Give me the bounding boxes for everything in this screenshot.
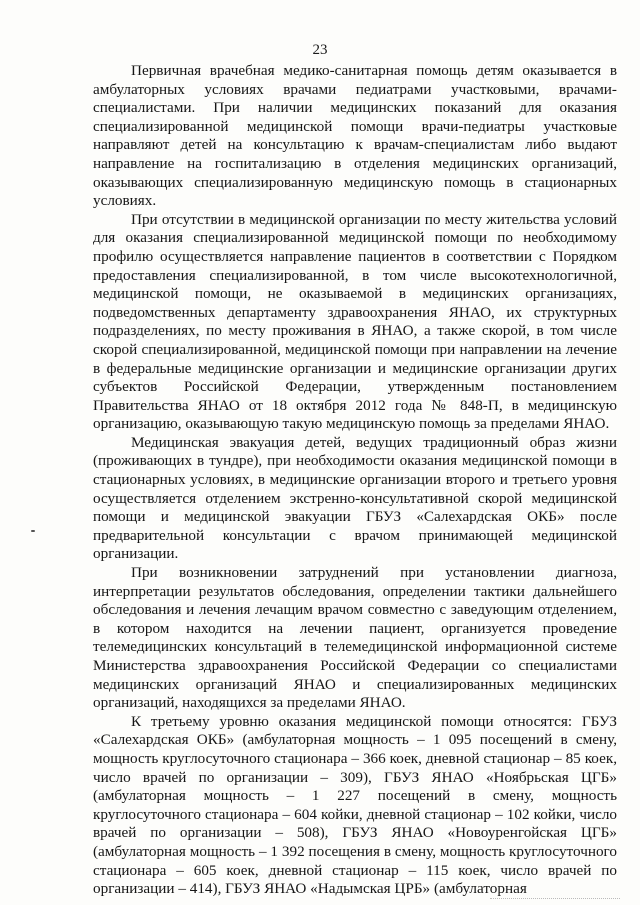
scan-edge-specks	[490, 898, 620, 901]
paragraph-referral-procedure: При отсутствии в медицинской организации по месту жительства условий для оказания специализированной медицинской помощи по необходимому профилю осуществляется направление пациентов в соответствии с Порядком предоставления специализированной, в том числе высокотехнологичной, медицинской помощи, не оказываемой в медицинских организациях, подведомственных департаменту здравоохранения ЯНАО, их структурных подразделениях, по месту проживания в ЯНАО, а также скорой, в том числе скорой специализированной, медицинской помощи при направлении на лечение в федеральные медицинские организации и медицинские организации других субъектов Российской Федерации, утвержденным постановлением Правительства ЯНАО от 18 октября 2012 года № 848-П, в медицинскую организацию, оказывающую такую медицинскую помощь за пределами ЯНАО.	[93, 210, 617, 433]
paragraph-telemedicine: При возникновении затруднений при установлении диагноза, интерпретации результатов обследования, определении тактики дальнейшего обследования и лечения лечащим врачом совместно с заведующим отделением, в котором находится на лечении пациент, организуется проведение телемедицинских консультаций в телемедицинской информационной системе Министерства здравоохранения Российской Федерации со специалистами медицинских организаций ЯНАО и специализированных медицинских организаций, находящихся за пределами ЯНАО.	[93, 564, 617, 712]
paragraph-medical-evacuation: Медицинская эвакуация детей, ведущих традиционный образ жизни (проживающих в тундре), при необходимости оказания медицинской помощи в стационарных условиях, в медицинские организации второго и третьего уровня осуществляется отделением экстренно-консультативной скорой медицинской помощи и медицинской эвакуации ГБУЗ «Салехардская ОКБ» после предварительной консультации с врачом принимающей медицинской организации.	[93, 433, 617, 563]
paragraph-primary-care: Первичная врачебная медико-санитарная помощь детям оказывается в амбулаторных условиях врачами педиатрами участковыми, врачами-специалистами. При наличии медицинских показаний для оказания специализированной медицинской помощи врачи-педиатры участковые направляют детей на консультацию к врачам-специалистам либо выдают направление на госпитализацию в отделения медицинских организаций, оказывающих специализированную медицинскую помощь в стационарных условиях.	[93, 62, 617, 210]
document-body	[93, 62, 617, 899]
paragraph-third-level-care: К третьему уровню оказания медицинской помощи относятся: ГБУЗ «Салехардская ОКБ» (амбулаторная мощность – 1 095 посещений в смену, мощность круглосуточного стационара – 366 коек, дневной стационар – 85 коек, число врачей по организации – 309), ГБУЗ ЯНАО «Ноябрьская ЦГБ» (амбулаторная мощность – 1 227 посещений в смену, мощность круглосуточного стационара – 604 койки, дневной стационар – 102 койки, число врачей по организации – 508), ГБУЗ ЯНАО «Новоуренгойская ЦГБ» (амбулаторная мощность – 1 392 посещения в смену, мощность круглосуточного стационара – 605 коек, дневной стационар – 115 коек, число врачей по организации – 414), ГБУЗ ЯНАО «Надымская ЦРБ» (амбулаторная	[93, 712, 617, 898]
scan-margin-mark	[31, 530, 35, 532]
page-number: 23	[312, 42, 328, 58]
